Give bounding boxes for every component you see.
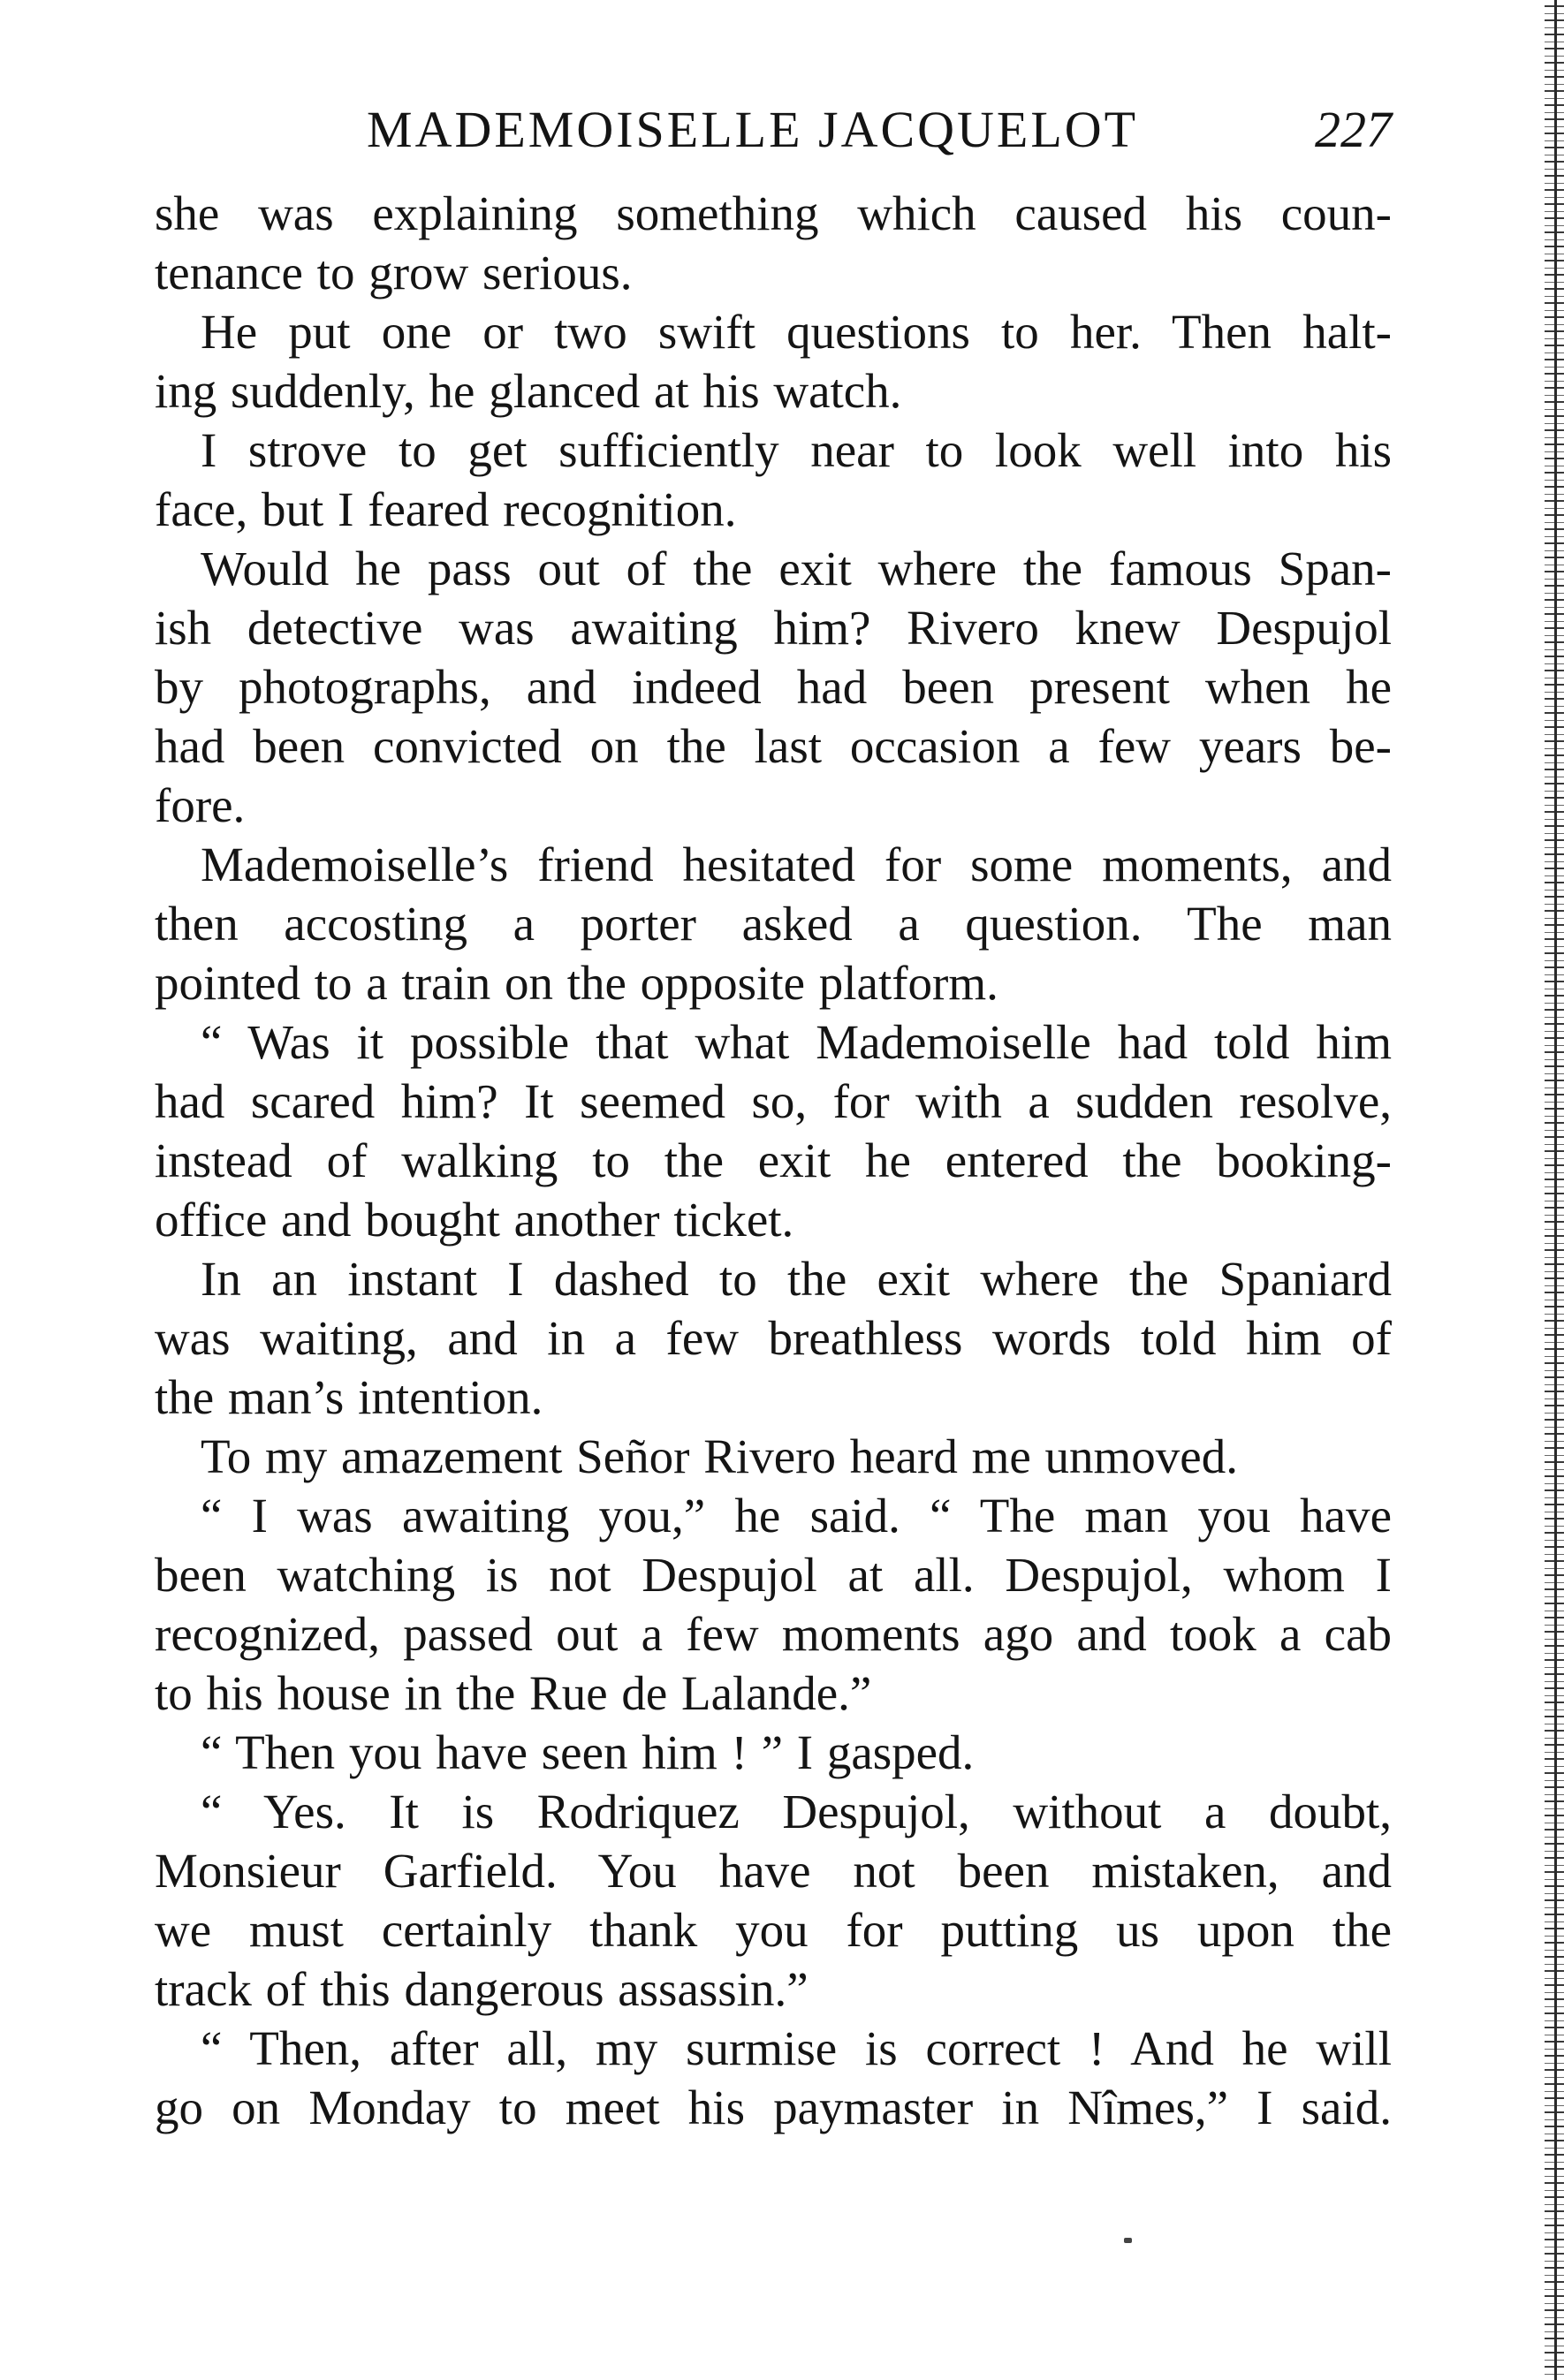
text-line: “ Then you have seen him ! ” I gasped. [201,1725,975,1779]
text-line: recognized, passed out a few moments ago and took a cab [155,1607,1392,1661]
text-line: face, but I feared recognition. [155,482,737,536]
paragraph [155,539,1392,835]
paragraph [155,1782,1392,2019]
paragraph [155,184,1392,302]
text-line: “ Then, after all, my surmise is correct ! And he will [201,2021,1392,2075]
text-line: fore. [155,778,246,832]
paragraph [155,1486,1392,1723]
page-edge-line [1554,0,1557,2380]
text-line: He put one or two swift questions to her. Then halt- [201,305,1392,359]
running-head [155,99,1392,161]
text-line: Mademoiselle’s friend hesitated for some moments, and [201,838,1392,891]
text-line: “ Yes. It is Rodriquez Despujol, without a doubt, [201,1785,1392,1838]
running-title: MADEMOISELLE JACQUELOT [367,101,1139,158]
text-line: I strove to get sufficiently near to look well into his [201,423,1392,477]
text-line: Would he pass out of the exit where the famous Span- [201,542,1392,595]
text-line: then accosting a porter asked a question. The man [155,897,1392,951]
text-line: ing suddenly, he glanced at his watch. [155,364,902,418]
text-line: In an instant I dashed to the exit where the Spaniard [201,1252,1392,1306]
paragraph [155,2019,1392,2137]
text-line: pointed to a train on the opposite platform. [155,956,998,1010]
text-line: track of this dangerous assassin.” [155,1962,809,2016]
text-line: ish detective was awaiting him? Rivero knew Despujol [155,601,1392,655]
ink-speck [1124,2238,1132,2243]
body-text [155,184,1392,2137]
paragraph [155,1427,1392,1486]
text-line: tenance to grow serious. [155,246,633,299]
text-line: been watching is not Despujol at all. Despujol, whom I [155,1548,1392,1602]
paragraph [155,835,1392,1012]
text-line: by photographs, and indeed had been present when he [155,660,1392,714]
paragraph [155,302,1392,421]
paragraph [155,421,1392,539]
paragraph [155,1012,1392,1249]
text-line: was waiting, and in a few breathless words told him of [155,1311,1392,1365]
text-line: she was explaining something which caused his coun- [155,186,1392,240]
text-line: instead of walking to the exit he entered the booking- [155,1133,1392,1187]
text-line: “ Was it possible that what Mademoiselle had told him [201,1015,1392,1069]
text-line: we must certainly thank you for putting us upon the [155,1903,1392,1957]
page-number: 227 [1315,101,1392,158]
text-line: To my amazement Señor Rivero heard me unmoved. [201,1429,1238,1483]
text-line: “ I was awaiting you,” he said. “ The man you have [201,1489,1392,1542]
text-line: to his house in the Rue de Lalande.” [155,1666,872,1720]
paragraph [155,1723,1392,1782]
text-line: the man’s intention. [155,1370,543,1424]
paragraph [155,1249,1392,1427]
text-line: had been convicted on the last occasion a few years be- [155,719,1392,773]
text-line: go on Monday to meet his paymaster in Nîmes,” I said. [155,2081,1392,2134]
text-line: Monsieur Garfield. You have not been mistaken, and [155,1844,1392,1898]
text-line: had scared him? It seemed so, for with a sudden resolve, [155,1074,1392,1128]
text-line: office and bought another ticket. [155,1193,794,1247]
